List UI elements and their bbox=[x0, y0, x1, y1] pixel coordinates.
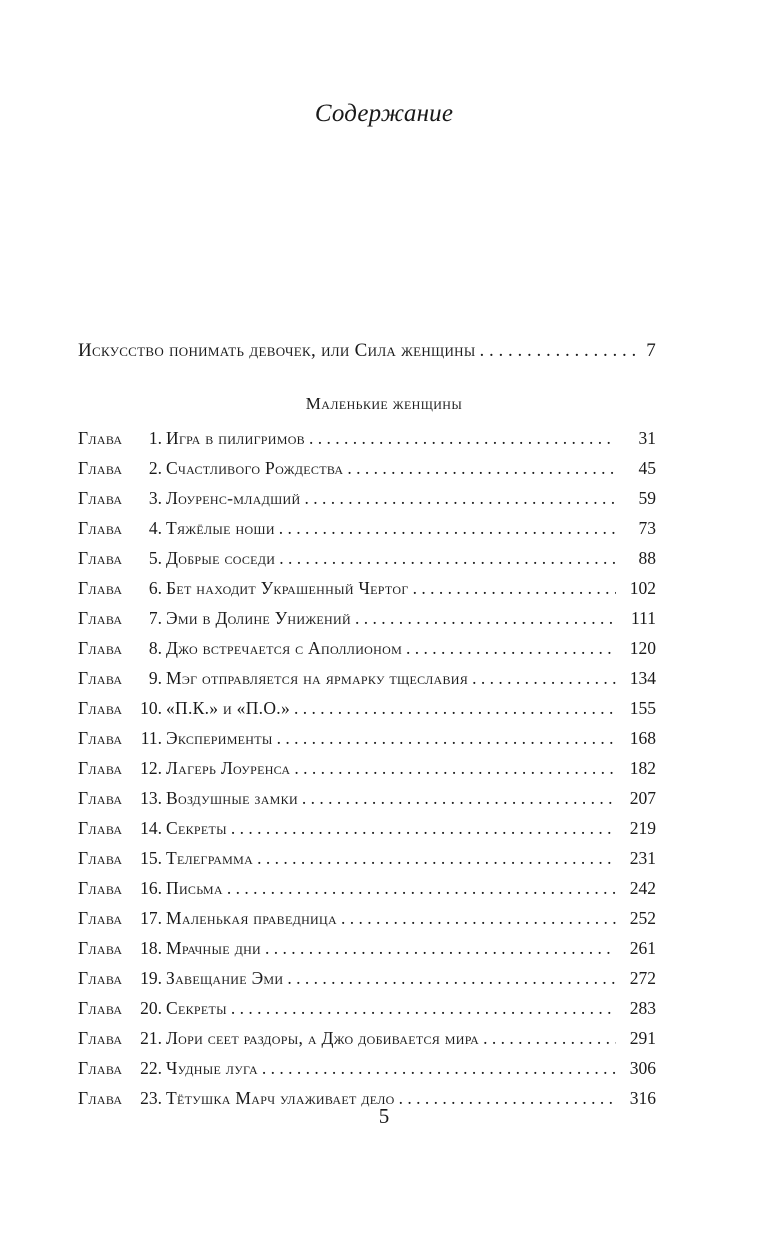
chapter-label: Глава bbox=[78, 998, 123, 1018]
toc-chapter-entry[interactable] bbox=[78, 488, 656, 518]
chapter-number: 10. bbox=[140, 698, 162, 718]
chapter-page: 252 bbox=[629, 908, 656, 928]
chapter-label: Глава bbox=[78, 1058, 123, 1078]
chapter-label: Глава bbox=[78, 938, 123, 958]
chapter-label: Глава bbox=[78, 908, 123, 928]
chapter-label: Глава bbox=[78, 968, 123, 988]
leader-dots bbox=[406, 638, 616, 659]
leader-dots bbox=[277, 728, 616, 749]
chapter-number: 14. bbox=[140, 818, 162, 838]
chapter-page: 219 bbox=[629, 818, 656, 838]
chapter-title: Секреты bbox=[166, 998, 227, 1018]
chapter-number: 18. bbox=[140, 938, 162, 958]
chapter-page: 45 bbox=[638, 458, 656, 478]
leader-dots bbox=[279, 518, 616, 539]
chapter-number: 15. bbox=[140, 848, 162, 868]
chapter-page: 231 bbox=[629, 848, 656, 868]
chapter-number: 4. bbox=[148, 518, 162, 538]
chapter-page: 102 bbox=[629, 578, 656, 598]
chapter-title: Секреты bbox=[166, 818, 227, 838]
chapter-page: 73 bbox=[638, 518, 656, 538]
chapter-number: 23. bbox=[140, 1088, 162, 1108]
leader-dots bbox=[302, 788, 616, 809]
chapter-title: Маленькая праведница bbox=[166, 908, 337, 928]
chapter-page: 207 bbox=[629, 788, 656, 808]
chapter-label: Глава bbox=[78, 668, 123, 688]
chapter-page: 155 bbox=[629, 698, 656, 718]
chapter-title: Мэг отправляется на ярмарку тщеславия bbox=[166, 668, 469, 688]
chapter-number: 11. bbox=[140, 728, 162, 748]
chapter-number: 22. bbox=[140, 1058, 162, 1078]
chapter-title: Лоуренс-младший bbox=[166, 488, 301, 508]
toc-chapter-entry[interactable] bbox=[78, 908, 656, 938]
toc-chapter-entry[interactable] bbox=[78, 428, 656, 458]
chapter-label: Глава bbox=[78, 428, 123, 448]
chapter-page: 31 bbox=[638, 428, 656, 448]
chapter-number: 1. bbox=[148, 428, 162, 448]
chapter-label: Глава bbox=[78, 788, 123, 808]
chapter-number: 20. bbox=[140, 998, 162, 1018]
toc-chapter-entry[interactable] bbox=[78, 758, 656, 788]
leader-dots bbox=[231, 998, 616, 1019]
chapter-page: 261 bbox=[629, 938, 656, 958]
toc-chapter-entry[interactable] bbox=[78, 1058, 656, 1088]
chapter-label: Глава bbox=[78, 818, 123, 838]
chapter-page: 120 bbox=[629, 638, 656, 658]
leader-dots bbox=[413, 578, 616, 599]
chapter-page: 134 bbox=[629, 668, 656, 688]
toc-chapter-entry[interactable] bbox=[78, 848, 656, 878]
chapter-title: Эксперименты bbox=[166, 728, 273, 748]
toc-chapter-entry[interactable] bbox=[78, 518, 656, 548]
chapter-page: 306 bbox=[629, 1058, 656, 1078]
chapter-label: Глава bbox=[78, 698, 123, 718]
chapter-label: Глава bbox=[78, 608, 123, 628]
chapter-page: 59 bbox=[638, 488, 656, 508]
chapter-number: 19. bbox=[140, 968, 162, 988]
chapter-number: 21. bbox=[140, 1028, 162, 1048]
chapter-title: Лори сеет раздоры, а Джо добивается мира bbox=[166, 1028, 480, 1048]
chapter-title: Воздушные замки bbox=[166, 788, 298, 808]
chapter-title: Эми в Долине Унижений bbox=[166, 608, 351, 628]
chapter-label: Глава bbox=[78, 758, 123, 778]
chapter-label: Глава bbox=[78, 1088, 123, 1108]
chapter-page: 182 bbox=[629, 758, 656, 778]
toc-intro-entry[interactable] bbox=[78, 340, 656, 362]
chapter-label: Глава bbox=[78, 728, 123, 748]
toc-chapter-entry[interactable] bbox=[78, 548, 656, 578]
chapter-number: 12. bbox=[140, 758, 162, 778]
leader-dots bbox=[257, 848, 616, 869]
toc-intro-title: Искусство понимать девочек, или Сила женщины bbox=[78, 340, 476, 361]
toc-chapter-entry[interactable] bbox=[78, 878, 656, 908]
chapter-label: Глава bbox=[78, 548, 123, 568]
chapter-label: Глава bbox=[78, 578, 123, 598]
leader-dots bbox=[355, 608, 616, 629]
toc-chapter-entry[interactable] bbox=[78, 638, 656, 668]
leader-dots bbox=[483, 1028, 616, 1049]
chapter-title: Бет находит Украшенный Чертог bbox=[166, 578, 409, 598]
chapter-title: «П.К.» и «П.О.» bbox=[166, 698, 291, 718]
toc-chapter-entry[interactable] bbox=[78, 998, 656, 1028]
page-number: 5 bbox=[378, 1104, 390, 1128]
toc-chapter-entry[interactable] bbox=[78, 788, 656, 818]
leader-dots bbox=[341, 908, 616, 929]
toc-chapter-entry[interactable] bbox=[78, 1028, 656, 1058]
section-heading: Маленькие женщины bbox=[305, 394, 463, 413]
chapter-label: Глава bbox=[78, 458, 123, 478]
toc-chapter-list bbox=[78, 428, 656, 1118]
chapter-number: 13. bbox=[140, 788, 162, 808]
chapter-page: 316 bbox=[629, 1088, 656, 1108]
chapter-number: 9. bbox=[148, 668, 162, 688]
chapter-number: 2. bbox=[148, 458, 162, 478]
chapter-title: Игра в пилигримов bbox=[166, 428, 305, 448]
chapter-title: Телеграмма bbox=[166, 848, 254, 868]
leader-dots bbox=[347, 458, 616, 479]
toc-chapter-entry[interactable] bbox=[78, 608, 656, 638]
chapter-page: 168 bbox=[629, 728, 656, 748]
chapter-label: Глава bbox=[78, 518, 123, 538]
chapter-number: 3. bbox=[148, 488, 162, 508]
leader-dots bbox=[309, 428, 616, 449]
chapter-number: 16. bbox=[140, 878, 162, 898]
chapter-title: Завещание Эми bbox=[166, 968, 284, 988]
chapter-title: Тяжёлые ноши bbox=[166, 518, 275, 538]
chapter-label: Глава bbox=[78, 848, 123, 868]
leader-dots bbox=[279, 548, 616, 569]
chapter-label: Глава bbox=[78, 878, 123, 898]
leader-dots bbox=[265, 938, 616, 959]
chapter-title: Добрые соседи bbox=[166, 548, 276, 568]
chapter-title: Счастливого Рождества bbox=[166, 458, 344, 478]
chapter-page: 111 bbox=[631, 608, 656, 628]
chapter-page: 242 bbox=[629, 878, 656, 898]
chapter-number: 5. bbox=[148, 548, 162, 568]
leader-dots bbox=[472, 668, 616, 689]
chapter-title: Чудные луга bbox=[166, 1058, 258, 1078]
leader-dots bbox=[294, 698, 616, 719]
leader-dots bbox=[262, 1058, 616, 1079]
chapter-page: 88 bbox=[638, 548, 656, 568]
chapter-label: Глава bbox=[78, 1028, 123, 1048]
leader-dots bbox=[304, 488, 616, 509]
leader-dots bbox=[479, 340, 642, 362]
chapter-title: Лагерь Лоуренса bbox=[166, 758, 291, 778]
chapter-number: 7. bbox=[148, 608, 162, 628]
toc-chapter-entry[interactable] bbox=[78, 938, 656, 968]
chapter-page: 272 bbox=[629, 968, 656, 988]
chapter-title: Тётушка Марч улаживает дело bbox=[166, 1088, 395, 1108]
toc-chapter-entry[interactable] bbox=[78, 578, 656, 608]
chapter-label: Глава bbox=[78, 638, 123, 658]
leader-dots bbox=[294, 758, 616, 779]
toc-intro-page: 7 bbox=[646, 340, 656, 361]
leader-dots bbox=[227, 878, 616, 899]
toc-chapter-entry[interactable] bbox=[78, 818, 656, 848]
toc-chapter-entry[interactable] bbox=[78, 698, 656, 728]
toc-chapter-entry[interactable] bbox=[78, 968, 656, 998]
page-title: Содержание bbox=[314, 100, 454, 127]
chapter-page: 283 bbox=[629, 998, 656, 1018]
chapter-title: Мрачные дни bbox=[166, 938, 261, 958]
toc-chapter-entry[interactable] bbox=[78, 728, 656, 758]
chapter-title: Письма bbox=[166, 878, 223, 898]
chapter-label: Глава bbox=[78, 488, 123, 508]
chapter-number: 8. bbox=[148, 638, 162, 658]
leader-dots bbox=[287, 968, 616, 989]
toc-chapter-entry[interactable] bbox=[78, 668, 656, 698]
chapter-title: Джо встречается с Аполлионом bbox=[166, 638, 403, 658]
chapter-page: 291 bbox=[629, 1028, 656, 1048]
leader-dots bbox=[231, 818, 616, 839]
chapter-number: 6. bbox=[148, 578, 162, 598]
chapter-number: 17. bbox=[140, 908, 162, 928]
toc-chapter-entry[interactable] bbox=[78, 458, 656, 488]
